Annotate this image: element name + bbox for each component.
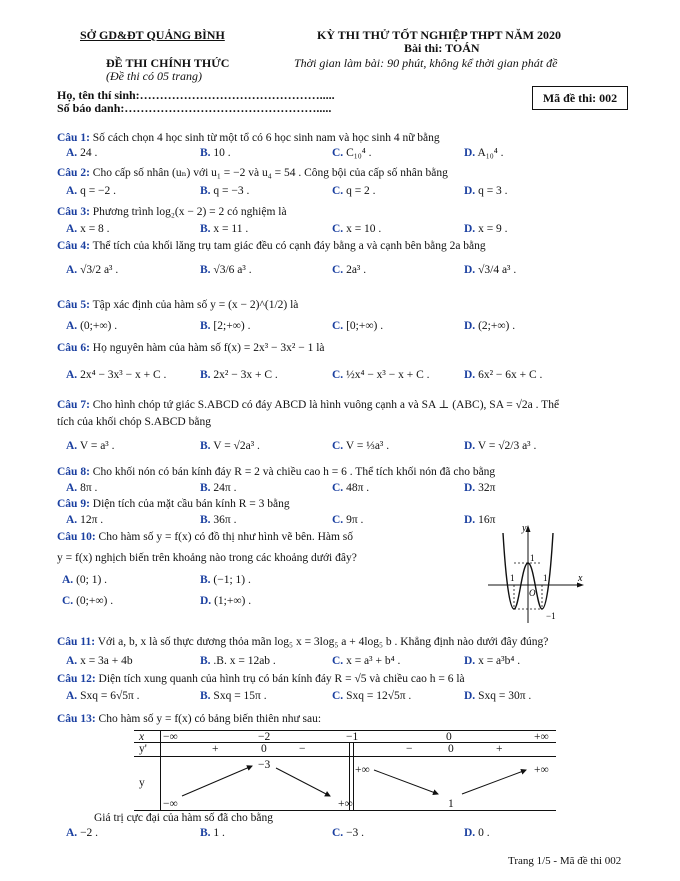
footer: Trang 1/5 - Mã đề thi 002 xyxy=(508,855,622,867)
question-10 xyxy=(57,531,353,543)
y-val-2: +∞ xyxy=(338,798,353,810)
option-letter: D. xyxy=(464,223,476,235)
option-letter: B. xyxy=(200,827,211,839)
option-c[interactable] xyxy=(332,690,411,702)
option-b[interactable] xyxy=(200,185,249,197)
subject: Bài thi: TOÁN xyxy=(404,41,480,55)
option-text: 24π . xyxy=(213,482,237,494)
option-text: x = a³ + b⁴ . xyxy=(346,655,401,667)
question-label: Câu 6: xyxy=(57,342,90,354)
option-b[interactable] xyxy=(200,827,225,839)
option-text: x = 10 . xyxy=(346,223,382,235)
x-val-0: −∞ xyxy=(163,731,178,743)
option-text: Sxq = 12√5π . xyxy=(346,690,412,702)
variation-arrows xyxy=(160,756,556,810)
option-c[interactable] xyxy=(62,595,113,607)
question-text: Thể tích của khối lăng trụ tam giác đều có cạnh đáy bằng a và cạnh bên bằng 2a bằng xyxy=(92,240,486,252)
y-val-1: −∞ xyxy=(163,798,178,810)
question-text: Số cách chọn 4 học sinh từ một tổ có 6 học sinh nam và học sinh 4 nữ bằng xyxy=(92,132,440,144)
option-letter: D. xyxy=(464,264,476,276)
option-c[interactable] xyxy=(332,147,372,159)
official-label: ĐỀ THI CHÍNH THỨC xyxy=(106,56,230,70)
question-text: Họ nguyên hàm của hàm số f(x) = 2x³ − 3x² − 1 là xyxy=(92,342,325,354)
question-label: Câu 8: xyxy=(57,466,90,478)
option-text: (1;+∞) . xyxy=(214,595,252,607)
option-letter: B. xyxy=(200,369,211,381)
graph-tick-m1: −1 xyxy=(546,611,556,621)
option-a[interactable] xyxy=(66,514,103,526)
option-letter: D. xyxy=(464,320,476,332)
option-d[interactable] xyxy=(464,827,490,839)
sign-0: + xyxy=(212,743,219,755)
option-text: A₁₀⁴ . xyxy=(477,147,504,159)
option-c[interactable] xyxy=(332,440,389,452)
option-text: 6x² − 6x + C . xyxy=(478,369,543,381)
option-c[interactable] xyxy=(332,482,369,494)
option-text: 16π xyxy=(478,514,496,526)
option-a[interactable] xyxy=(66,223,110,235)
option-letter: C. xyxy=(332,827,344,839)
option-letter: D. xyxy=(464,440,476,452)
option-letter: A. xyxy=(66,440,78,452)
question-text-cont: Giá trị cực đại của hàm số đã cho bằng xyxy=(94,812,273,824)
option-letter: D. xyxy=(464,482,476,494)
question-label: Câu 13: xyxy=(57,713,96,725)
option-a[interactable] xyxy=(66,320,117,332)
question-2 xyxy=(57,165,448,179)
option-d[interactable] xyxy=(464,264,516,276)
option-a[interactable] xyxy=(66,482,97,494)
option-text: Sxq = 30π . xyxy=(478,690,532,702)
option-letter: C. xyxy=(332,223,344,235)
x-val-1: −2 xyxy=(258,731,271,743)
option-letter: B. xyxy=(200,264,211,276)
option-letter: B. xyxy=(200,655,211,667)
option-letter: B. xyxy=(200,690,211,702)
question-7 xyxy=(57,397,559,411)
option-letter: B. xyxy=(200,185,211,197)
option-text: Sxq = 6√5π . xyxy=(80,690,140,702)
option-text: √3/2 a³ . xyxy=(80,264,119,276)
x-val-3: 0 xyxy=(446,731,452,743)
name-field: Họ, tên thí sinh:………………………………………..... xyxy=(57,88,335,102)
option-text: −3 . xyxy=(346,827,365,839)
option-text: q = −2 . xyxy=(80,185,117,197)
question-11 xyxy=(57,636,548,648)
option-text: q = 2 . xyxy=(346,185,376,197)
option-letter: C. xyxy=(332,690,344,702)
question-label: Câu 12: xyxy=(57,673,96,685)
option-text: V = a³ . xyxy=(79,440,115,452)
question-text: Diện tích của mặt cầu bán kính R = 3 bằng xyxy=(92,498,290,510)
option-text: (−1; 1) . xyxy=(213,574,251,586)
graph-x-label: x xyxy=(578,573,583,584)
exam-code-box: Mã đề thi: 002 xyxy=(532,86,628,110)
option-text: V = √2a³ . xyxy=(213,440,260,452)
option-letter: D. xyxy=(464,185,476,197)
option-letter: D. xyxy=(464,827,476,839)
option-text: 12π . xyxy=(80,514,104,526)
option-a[interactable] xyxy=(66,264,118,276)
option-letter: C. xyxy=(332,185,344,197)
question-label: Câu 10: xyxy=(57,531,96,543)
option-text: √3/4 a³ . xyxy=(478,264,517,276)
option-letter: C. xyxy=(332,440,344,452)
question-4 xyxy=(57,240,486,252)
option-text: x = 3a + 4b xyxy=(80,655,133,667)
option-letter: C. xyxy=(332,482,344,494)
option-c[interactable] xyxy=(332,264,366,276)
option-text: [2;+∞) . xyxy=(213,320,251,332)
option-text: Sxq = 15π . xyxy=(213,690,267,702)
exam-title: KỲ THI THỬ TỐT NGHIỆP THPT NĂM 2020 xyxy=(317,28,561,42)
question-text-cont: tích của khối chóp S.ABCD bằng xyxy=(57,416,211,428)
option-d[interactable] xyxy=(464,223,508,235)
option-letter: C. xyxy=(332,320,344,332)
option-letter: B. xyxy=(200,223,211,235)
option-a[interactable] xyxy=(66,690,140,702)
question-label: Câu 5: xyxy=(57,299,90,311)
option-letter: D. xyxy=(464,655,476,667)
question-8 xyxy=(57,466,495,478)
option-text: 36π . xyxy=(213,514,237,526)
option-letter: C. xyxy=(332,655,344,667)
option-text: 2x² − 3x + C . xyxy=(213,369,278,381)
option-a[interactable] xyxy=(66,147,97,159)
option-text: −2 . xyxy=(80,827,99,839)
question-text: Cho khối nón có bán kính đáy R = 2 và chiều cao h = 6 . Thể tích khối nón đã cho bằng xyxy=(92,466,496,478)
option-d[interactable] xyxy=(464,369,542,381)
y-val-5: +∞ xyxy=(534,764,549,776)
option-a[interactable] xyxy=(66,369,166,381)
question-3 xyxy=(57,206,287,218)
option-c[interactable] xyxy=(332,655,400,667)
option-letter: D. xyxy=(464,690,476,702)
option-b[interactable] xyxy=(200,514,236,526)
question-text: Cho hàm số y = f(x) có đồ thị như hình vẽ bên. Hàm số xyxy=(98,531,354,543)
option-text: 10 . xyxy=(213,147,231,159)
option-b[interactable] xyxy=(200,369,278,381)
option-a[interactable] xyxy=(62,574,107,586)
option-letter: A. xyxy=(66,147,78,159)
option-c[interactable] xyxy=(332,514,363,526)
graph-y-label: y xyxy=(522,523,527,534)
question-12 xyxy=(57,673,465,685)
option-d[interactable] xyxy=(464,320,515,332)
option-letter: B. xyxy=(200,147,211,159)
option-text: 0 . xyxy=(478,827,490,839)
option-letter: A. xyxy=(66,514,78,526)
option-b[interactable] xyxy=(200,223,248,235)
question-text: Diện tích xung quanh của hình trụ có bán kính đáy R = √5 và chiều cao h = 6 là xyxy=(98,673,465,685)
option-d[interactable] xyxy=(464,185,508,197)
graph-tick-x1: 1 xyxy=(543,573,548,583)
option-text: q = 3 . xyxy=(478,185,508,197)
table-yp-label: y' xyxy=(139,743,147,755)
option-a[interactable] xyxy=(66,655,133,667)
option-a[interactable] xyxy=(66,440,115,452)
y-val-4: 1 xyxy=(448,798,454,810)
option-c[interactable] xyxy=(332,827,364,839)
option-b[interactable] xyxy=(200,655,276,667)
option-letter: C. xyxy=(62,595,74,607)
option-letter: B. xyxy=(200,514,211,526)
option-c[interactable] xyxy=(332,185,376,197)
x-val-2: −1 xyxy=(346,731,359,743)
question-1 xyxy=(57,132,440,144)
option-d[interactable] xyxy=(464,440,536,452)
option-letter: A. xyxy=(66,690,78,702)
option-text: √3/6 a³ . xyxy=(213,264,252,276)
time-note: Thời gian làm bài: 90 phút, không kể thời gian phát đề xyxy=(294,56,558,70)
option-letter: C. xyxy=(332,369,344,381)
option-text: 48π . xyxy=(346,482,370,494)
option-d[interactable] xyxy=(464,147,504,159)
question-text: Tập xác định của hàm số y = (x − 2)^(1/2) là xyxy=(92,299,299,311)
dept-name: SỞ GD&ĐT QUẢNG BÌNH xyxy=(80,28,225,42)
pages-note: (Đề thi có 05 trang) xyxy=(106,69,202,83)
option-letter: A. xyxy=(66,264,78,276)
question-text: Cho hàm số y = f(x) có bảng biến thiên như sau: xyxy=(98,713,322,725)
option-text: (0;+∞) . xyxy=(76,595,114,607)
x-val-4: +∞ xyxy=(534,731,549,743)
option-text: q = −3 . xyxy=(213,185,250,197)
option-letter: A. xyxy=(66,655,78,667)
y-val-0: −3 xyxy=(258,759,271,771)
option-text: ½x⁴ − x³ − x + C . xyxy=(346,369,430,381)
sign-1: 0 xyxy=(261,743,267,755)
table-y-label: y xyxy=(139,777,145,789)
option-text: C₁₀⁴ . xyxy=(346,147,372,159)
option-letter: C. xyxy=(332,514,344,526)
option-d[interactable] xyxy=(464,655,520,667)
option-text: x = 9 . xyxy=(478,223,508,235)
option-text: V = ⅓a³ . xyxy=(345,440,390,452)
option-letter: A. xyxy=(66,482,78,494)
option-d[interactable] xyxy=(464,482,495,494)
option-letter: D. xyxy=(464,369,476,381)
option-letter: B. xyxy=(200,440,211,452)
option-text: 32π xyxy=(478,482,496,494)
option-text: 8π . xyxy=(80,482,98,494)
sign-2: − xyxy=(299,743,306,755)
option-letter: D. xyxy=(464,147,476,159)
option-letter: A. xyxy=(66,320,78,332)
option-text: .B. x = 12ab . xyxy=(213,655,276,667)
option-b[interactable] xyxy=(200,482,236,494)
option-letter: D. xyxy=(464,514,476,526)
option-text: 2a³ . xyxy=(346,264,367,276)
option-a[interactable] xyxy=(66,185,116,197)
option-c[interactable] xyxy=(332,320,383,332)
option-letter: C. xyxy=(332,264,344,276)
option-letter: A. xyxy=(66,185,78,197)
option-c[interactable] xyxy=(332,223,381,235)
question-label: Câu 7: xyxy=(57,399,90,411)
question-text: Phương trình log₂(x − 2) = 2 có nghiệm là xyxy=(92,206,287,218)
option-text: (0; 1) . xyxy=(76,574,108,586)
question-9 xyxy=(57,498,290,510)
option-text: 9π . xyxy=(346,514,364,526)
function-graph xyxy=(486,523,586,628)
sign-5: + xyxy=(496,743,503,755)
option-letter: B. xyxy=(200,320,211,332)
option-text: V = √2/3 a³ . xyxy=(477,440,537,452)
question-label: Câu 11: xyxy=(57,636,96,648)
option-b[interactable] xyxy=(200,574,251,586)
graph-origin-label: O xyxy=(529,588,536,598)
question-label: Câu 9: xyxy=(57,498,90,510)
graph-tick-xm1: 1 xyxy=(510,573,515,583)
option-b[interactable] xyxy=(200,690,267,702)
table-x-label: x xyxy=(139,731,145,743)
option-letter: A. xyxy=(62,574,74,586)
option-text: 2x⁴ − 3x³ − x + C . xyxy=(80,369,167,381)
sign-4: 0 xyxy=(448,743,454,755)
option-text: x = a³b⁴ . xyxy=(478,655,521,667)
option-d[interactable] xyxy=(464,690,531,702)
option-letter: B. xyxy=(200,482,211,494)
question-label: Câu 4: xyxy=(57,240,90,252)
option-c[interactable] xyxy=(332,369,430,381)
option-letter: A. xyxy=(66,827,78,839)
option-letter: A. xyxy=(66,223,78,235)
question-13 xyxy=(57,713,321,725)
option-text: 24 . xyxy=(80,147,98,159)
id-field: Số báo danh:…………………………………………..... xyxy=(57,101,332,115)
option-letter: D. xyxy=(200,595,212,607)
question-text: Cho hình chóp tứ giác S.ABCD có đáy ABCD là hình vuông cạnh a và SA ⊥ (ABC), SA = √2a . Thể xyxy=(92,399,560,411)
option-letter: C. xyxy=(332,147,344,159)
option-text: 1 . xyxy=(213,827,225,839)
option-text: [0;+∞) . xyxy=(346,320,384,332)
option-letter: B. xyxy=(200,574,211,586)
option-text: x = 11 . xyxy=(213,223,249,235)
y-val-3: +∞ xyxy=(355,764,370,776)
option-letter: A. xyxy=(66,369,78,381)
option-b[interactable] xyxy=(200,320,250,332)
question-6 xyxy=(57,342,325,354)
option-b[interactable] xyxy=(200,440,260,452)
option-text: (2;+∞) . xyxy=(478,320,516,332)
question-text: Cho cấp số nhân (uₙ) với u₁ = −2 và u₄ = 54 . Công bội của cấp số nhân bằng xyxy=(92,167,448,179)
sign-3: − xyxy=(406,743,413,755)
option-text: x = 8 . xyxy=(80,223,110,235)
option-b[interactable] xyxy=(200,147,231,159)
option-text: (0;+∞) . xyxy=(80,320,118,332)
question-label: Câu 3: xyxy=(57,206,90,218)
question-5 xyxy=(57,299,298,311)
question-text-cont: y = f(x) nghịch biến trên khoảng nào trong các khoảng dưới đây? xyxy=(57,552,357,564)
question-label: Câu 2: xyxy=(57,167,90,179)
option-d[interactable] xyxy=(200,595,251,607)
question-label: Câu 1: xyxy=(57,132,90,144)
option-b[interactable] xyxy=(200,264,252,276)
graph-tick-1: 1 xyxy=(530,553,535,563)
question-text: Với a, b, x là số thực dương thỏa mãn log₅ x = 3log₅ a + 4log₅ b . Khẳng định nào dưới đây đúng? xyxy=(97,636,549,648)
option-a[interactable] xyxy=(66,827,98,839)
